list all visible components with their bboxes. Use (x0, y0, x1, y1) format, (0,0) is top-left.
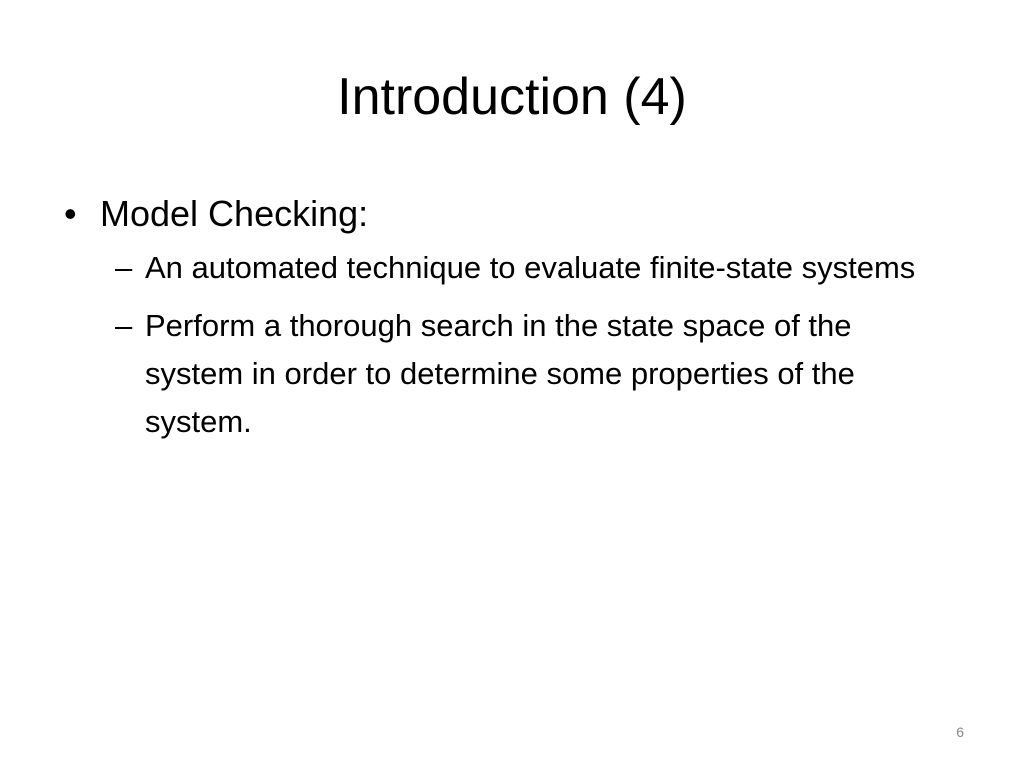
slide-title: Introduction (4) (337, 68, 687, 126)
slide-content (60, 190, 980, 456)
sub-bullet-item (115, 302, 980, 446)
dash-marker: – (115, 250, 133, 285)
bullet-item (60, 190, 980, 238)
dash-marker: – (115, 308, 133, 343)
sub-bullet-text: An automated technique to evaluate finite-state systems (145, 250, 916, 285)
sub-bullet-text: Perform a thorough search in the state space of the system in order to determine some properties of the system. (145, 308, 855, 439)
sub-bullet-item (115, 244, 980, 292)
slide-number: 6 (956, 724, 964, 740)
bullet-marker: • (64, 193, 77, 234)
bullet-text: Model Checking: (100, 193, 369, 234)
sub-bullet-list (115, 244, 980, 446)
